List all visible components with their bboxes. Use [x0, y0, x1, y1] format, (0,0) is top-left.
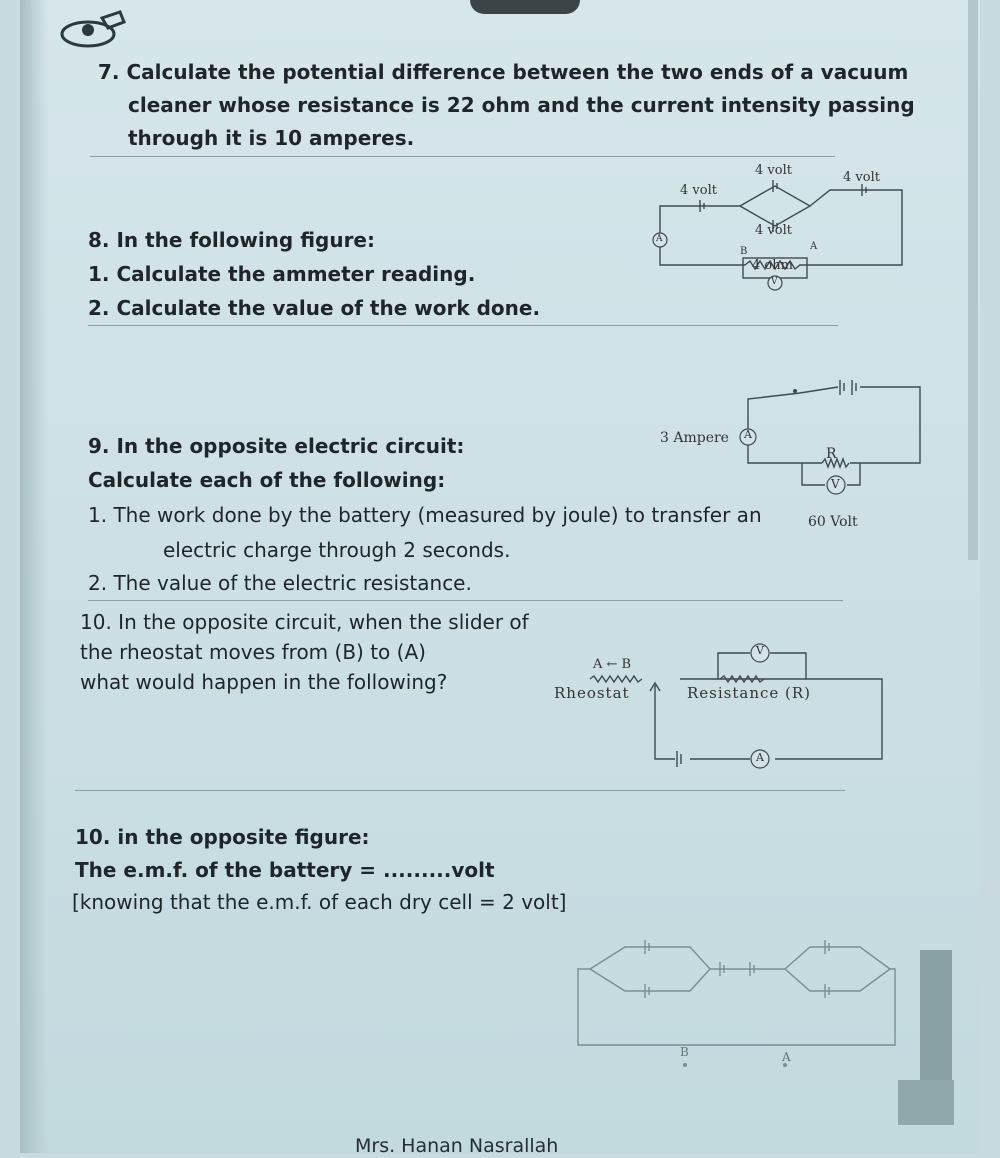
q10b-line-1: 10. in the opposite figure: [75, 825, 370, 849]
q9-title: 9. In the opposite electric circuit: [88, 434, 465, 458]
flask-logo [58, 8, 138, 52]
q10b-outer-loop [578, 969, 895, 1045]
q8-wire-between [810, 190, 855, 206]
q10a-line-1: 10. In the opposite circuit, when the slider of [80, 610, 529, 634]
q9-voltage-label: 60 Volt [808, 514, 858, 530]
divider-3 [88, 600, 843, 601]
decor-bar-block [898, 1080, 954, 1125]
q7-line-2: cleaner whose resistance is 22 ohm and the current intensity passing [128, 93, 915, 117]
q10a-rheostat-zigzag [590, 676, 642, 682]
divider-2 [88, 325, 838, 326]
page-border-strip [968, 0, 978, 560]
q10a-ammeter-letter: A [756, 751, 764, 764]
q10b-line-3: [knowing that the e.m.f. of each dry cell = 2 volt] [72, 890, 567, 914]
q10a-line-2: the rheostat moves from (B) to (A) [80, 640, 426, 664]
q9-item-1a: 1. The work done by the battery (measured by joule) to transfer an [88, 503, 762, 527]
q9-current-label: 3 Ampere [660, 430, 729, 446]
q8-diamond-branch [740, 186, 810, 226]
q9-item-2: 2. The value of the electric resistance. [88, 571, 472, 595]
q8-wire-top [660, 206, 740, 250]
q8-label-b: B [740, 246, 748, 257]
q10b-label-a: A [782, 1050, 791, 1064]
page-edge-shadow [20, 0, 48, 1153]
q10a-voltmeter-letter: V [756, 644, 764, 657]
q10a-rheostat-ends-label: A ← B [593, 657, 632, 672]
q9-circuit-figure [730, 375, 930, 505]
q9-item-1b: electric charge through 2 seconds. [163, 538, 511, 562]
q7-line-1: 7. Calculate the potential difference between the two ends of a vacuum [98, 60, 909, 84]
q8-voltmeter-letter: V [771, 277, 778, 287]
q10a-resistance-label: Resistance (R) [687, 684, 812, 702]
q8-right-cell-label: 4 volt [843, 170, 880, 185]
q8-label-a: A [810, 241, 818, 252]
q10b-label-b: B [680, 1045, 689, 1059]
q9-subtitle: Calculate each of the following: [88, 468, 446, 492]
footer-author: Mrs. Hanan Nasrallah [355, 1135, 559, 1157]
q8-item-1: 1. Calculate the ammeter reading. [88, 262, 476, 286]
q9-resistor-label: R [826, 446, 837, 462]
q10b-line-2: The e.m.f. of the battery = .........volt [75, 858, 495, 882]
decor-bar-vertical [920, 950, 952, 1080]
q10a-slider-arrow [650, 683, 660, 695]
q8-item-2: 2. Calculate the value of the work done. [88, 296, 541, 320]
q9-switch-dot [793, 389, 797, 393]
q7-line-3: through it is 10 amperes. [128, 126, 415, 150]
q10a-rheostat-label: Rheostat [554, 684, 630, 702]
q8-wire-right [805, 190, 902, 265]
q10b-circuit-figure [570, 935, 910, 1075]
q10b-left-diamond [590, 947, 710, 991]
q8-middle-cell-label: 4 volt [755, 223, 792, 238]
q10a-line-3: what would happen in the following? [80, 670, 448, 694]
top-shadow [470, 0, 580, 14]
q8-title: 8. In the following figure: [88, 228, 375, 252]
q10b-terminal-b [683, 1063, 687, 1067]
divider-4 [75, 790, 845, 791]
q8-wire-left [660, 250, 745, 265]
divider-1 [90, 156, 835, 157]
q8-left-cell-label: 4 volt [680, 183, 717, 198]
q8-resistor-label: 4 ohm [752, 258, 793, 273]
q9-voltmeter-letter: V [831, 477, 840, 491]
q8-top-cell-label: 4 volt [755, 163, 792, 178]
q10b-right-diamond [785, 947, 890, 991]
q9-ammeter-letter: A [744, 428, 752, 441]
q8-ammeter-letter: A [656, 234, 663, 244]
